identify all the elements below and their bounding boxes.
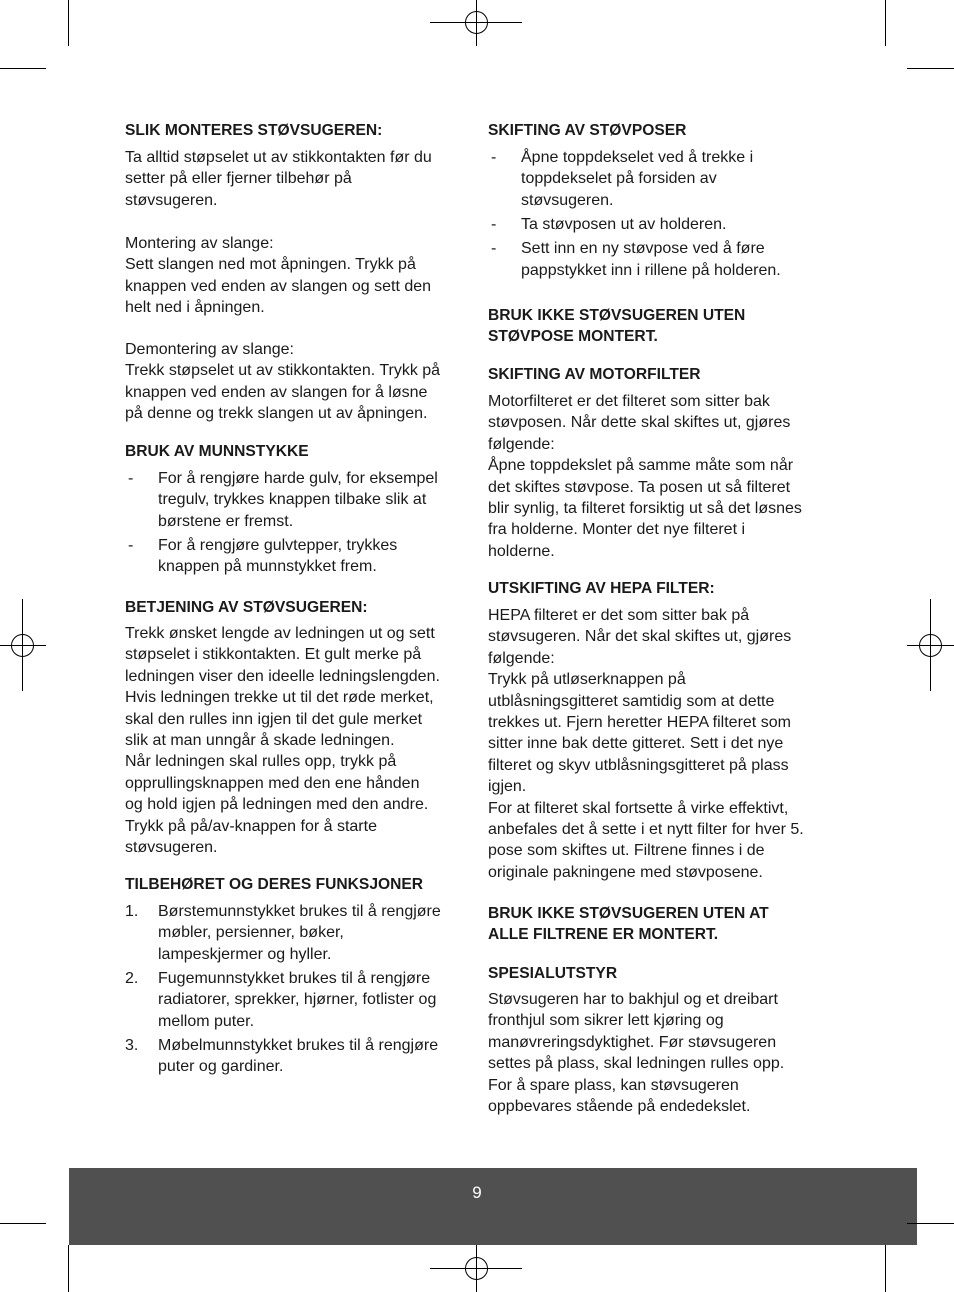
list-item-text: For å rengjøre harde gulv, for eksempel tregulv, trykkes knappen tilbake slik at børstene er fremst.	[158, 470, 438, 530]
registration-mark-bottom	[430, 1245, 522, 1292]
hose-mount-subheading: Montering av slange:	[125, 235, 274, 252]
list-number: 2.	[125, 970, 139, 988]
list-item	[488, 214, 838, 235]
assembly-heading: SLIK MONTERES STØVSUGEREN:	[125, 122, 383, 139]
operation-heading: BETJENING AV STØVSUGEREN:	[125, 599, 368, 616]
list-item-text: Børstemunnstykket brukes til å rengjøre møbler, persienner, bøker, lampeskjermer og hyller.	[158, 903, 441, 963]
list-item	[125, 968, 475, 1032]
list-marker: -	[491, 216, 497, 234]
list-item-text: Åpne toppdekselet ved å trekke i toppdekselet på forsiden av støvsugeren.	[521, 149, 754, 209]
list-number: 3.	[125, 1037, 139, 1055]
list-item-text: Ta støvposen ut av holderen.	[521, 216, 727, 234]
hepa-filter-warning: BRUK IKKE STØVSUGEREN UTEN AT ALLE FILTRENE ER MONTERT.	[488, 905, 769, 944]
list-number: 1.	[125, 903, 139, 920]
special-equipment-text: Støvsugeren har to bakhjul og et dreibart fronthjul som sikrer lett kjøring og manøvreringsdyktighet. Før støvsugeren settes på plass, skal ledningen rulles opp. For å spare plass, kan støvsugeren oppbevares stående på endedekslet.	[488, 991, 785, 1116]
page-number: 9	[472, 1183, 482, 1202]
list-marker: -	[128, 470, 134, 487]
list-item-text: Fugemunnstykket brukes til å rengjøre radiatorer, sprekker, hjørner, fotlister og mellom puter.	[158, 970, 437, 1030]
hose-mount-text: Sett slangen ned mot åpningen. Trykk på knappen ved enden av slangen og sett den helt ned i åpningen.	[125, 256, 432, 317]
crop-mark-top-right	[886, 0, 954, 69]
hose-unmount-section	[125, 339, 475, 425]
list-item	[125, 535, 475, 578]
hepa-filter-text: HEPA filteret er det som sitter bak på støvsugeren. Når det skal skiftes ut, gjøres følgende: Trykk på utløserknappen på utblåsningsgitteret samtidig som at dette trekkes ut. Fjern heretter HEPA filteret som sitter inne bak dette gitteret. Sett i det nye filteret og skyv utblåsningsgitteret på plass igjen. For at filteret skal fortsette å virke effektivt, anbefales det å sette i et nytt filter for hver 5. pose som skiftes ut. Filtrene finnes i de originale pakningene med støvposene.	[488, 607, 804, 881]
list-item	[125, 468, 475, 532]
motor-filter-heading: SKIFTING AV MOTORFILTER	[488, 366, 701, 383]
list-item	[125, 1035, 475, 1078]
list-marker: -	[491, 149, 497, 166]
crop-mark-bottom-left	[0, 1224, 69, 1292]
accessories-list	[125, 901, 475, 1078]
hose-unmount-text: Trekk støpselet ut av stikkontakten. Trykk på knappen ved enden av slangen for å løsne på denne og trekk slangen ut av åpningen.	[125, 362, 441, 423]
list-item-text: Møbelmunnstykket brukes til å rengjøre puter og gardiner.	[158, 1037, 439, 1076]
dust-bag-list	[488, 147, 838, 281]
hepa-filter-heading: UTSKIFTING AV HEPA FILTER:	[488, 580, 715, 597]
registration-mark-left	[0, 599, 46, 691]
accessories-heading: TILBEHØRET OG DERES FUNKSJONER	[125, 876, 424, 893]
hose-mount-section	[125, 233, 475, 319]
list-marker: -	[491, 240, 497, 258]
special-equipment-heading: SPESIALUTSTYR	[488, 965, 618, 982]
registration-mark-right	[907, 599, 954, 691]
list-item	[125, 901, 475, 965]
operation-text: Trekk ønsket lengde av ledningen ut og sett støpselet i stikkontakten. Et gult merke på ledningen viser den ideelle ledningslengden. Hvis ledningen trekke ut til det røde merket, skal den rulles inn igjen til det gule merket slik at man unngår å skade ledningen. Når ledningen skal rulles opp, trykk på opprullingsknappen med den ene hånden og hold igjen på ledningen med den andre. Trykk på på/av-knappen for å starte støvsugeren.	[125, 625, 440, 857]
dust-bag-warning: BRUK IKKE STØVSUGEREN UTEN STØVPOSE MONTERT.	[488, 307, 746, 346]
footer-bar	[69, 1168, 917, 1245]
registration-mark-top	[430, 0, 522, 46]
assembly-intro-text: Ta alltid støpselet ut av stikkontakten før du setter på eller fjerner tilbehør på støvsugeren.	[125, 149, 432, 209]
crop-mark-top-left	[0, 0, 69, 69]
dust-bag-heading: SKIFTING AV STØVPOSER	[488, 122, 687, 139]
list-item	[488, 147, 838, 211]
hose-unmount-subheading: Demontering av slange:	[125, 341, 294, 358]
nozzle-list	[125, 468, 475, 578]
list-item-text: For å rengjøre gulvtepper, trykkes knappen på munnstykket frem.	[158, 537, 398, 576]
list-marker: -	[128, 537, 134, 555]
nozzle-heading: BRUK AV MUNNSTYKKE	[125, 443, 309, 460]
list-item-text: Sett inn en ny støvpose ved å føre pappstykket inn i rillene på holderen.	[521, 240, 781, 279]
list-item	[488, 238, 838, 281]
motor-filter-text: Motorfilteret er det filteret som sitter bak støvposen. Når dette skal skiftes ut, gjøres følgende: Åpne toppdekslet på samme måte som når det skiftes støvpose. Ta posen ut så filteret blir synlig, ta filteret forsiktig ut så det løsnes fra holderne. Monter det nye filteret i holderne.	[488, 393, 802, 560]
